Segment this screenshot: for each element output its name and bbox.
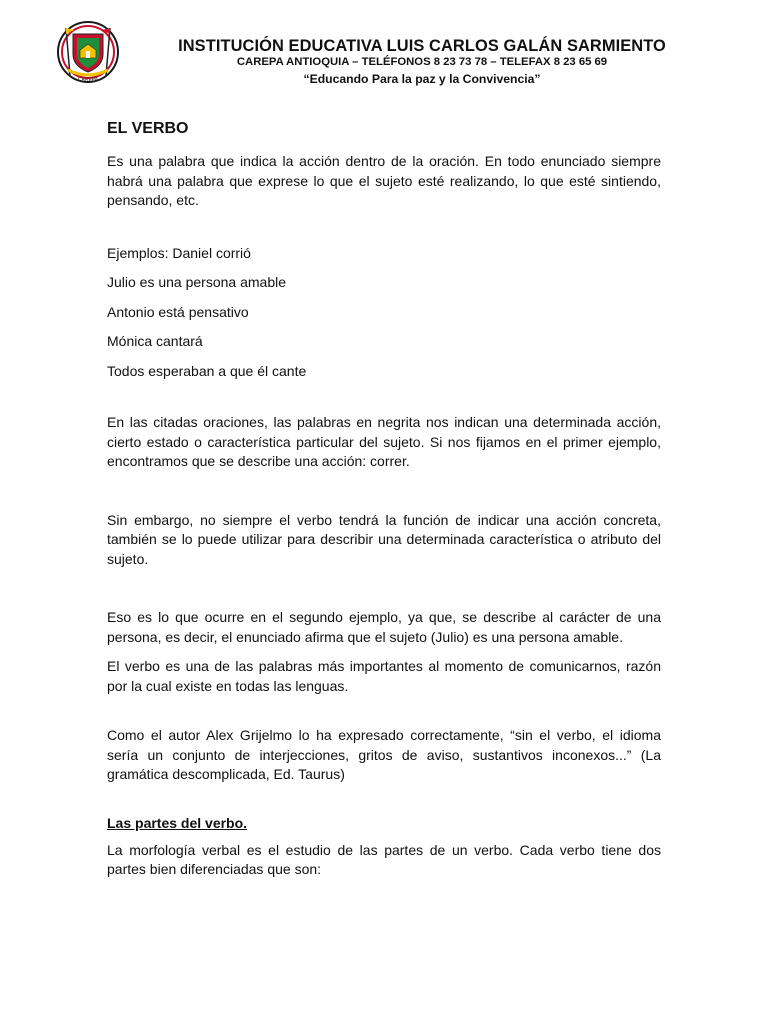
body-paragraph: El verbo es una de las palabras más importantes al momento de comunicarnos, razón por la cual existe en todas las lenguas.	[107, 658, 661, 694]
institution-name: INSTITUCIÓN EDUCATIVA LUIS CARLOS GALÁN SARMIENTO	[178, 37, 666, 55]
institution-contact: CAREPA ANTIOQUIA – TELÉFONOS 8 23 73 78 – TELEFAX 8 23 65 69	[236, 56, 608, 68]
body-paragraph: Sin embargo, no siempre el verbo tendrá la función de indicar una acción concreta, también se lo puede utilizar para describir una determinada característica o atributo del sujeto.	[107, 511, 661, 567]
example-line: Mónica cantará	[107, 333, 203, 349]
example-line: Ejemplos: Daniel corrió	[107, 244, 251, 261]
example-line: Julio es una persona amable	[107, 274, 287, 290]
body-paragraph: Como el autor Alex Grijelmo lo ha expresado correctamente, “sin el verbo, el idioma sería un conjunto de interjecciones, gritos de aviso, sustantivos inconexos...” (La gramática descomplicada, Ed. Taurus)	[107, 727, 661, 782]
example-line: Todos esperaban a que él cante	[107, 362, 307, 379]
logo-caption: CAREPA	[77, 77, 99, 83]
body-paragraph: En las citadas oraciones, las palabras en negrita nos indican una determinada acción, cierto estado o característica particular del sujeto. Si nos fijamos en el primer ejemplo, encontramos que se describe una acción: correr.	[107, 414, 661, 469]
page-title: EL VERBO	[107, 120, 189, 137]
section-title: Las partes del verbo.	[107, 814, 248, 831]
example-line: Antonio está pensativo	[107, 303, 249, 320]
document-body	[107, 120, 661, 880]
document-header	[56, 20, 716, 100]
body-paragraph: Eso es lo que ocurre en el segundo ejemplo, ya que, se describe al carácter de una persona, es decir, el enunciado afirma que el sujeto (Julio) es una persona amable.	[107, 609, 661, 645]
school-crest-icon	[56, 20, 120, 84]
institution-motto: “Educando Para la paz y la Convivencia”	[303, 72, 541, 86]
intro-paragraph: Es una palabra que indica la acción dentro de la oración. En todo enunciado siempre habrá una palabra que exprese lo que el sujeto esté realizando, lo que esté sintiendo, pensando, etc.	[107, 153, 661, 208]
section-paragraph: La morfología verbal es el estudio de las partes de un verbo. Cada verbo tiene dos partes bien diferenciadas que son:	[107, 841, 661, 877]
